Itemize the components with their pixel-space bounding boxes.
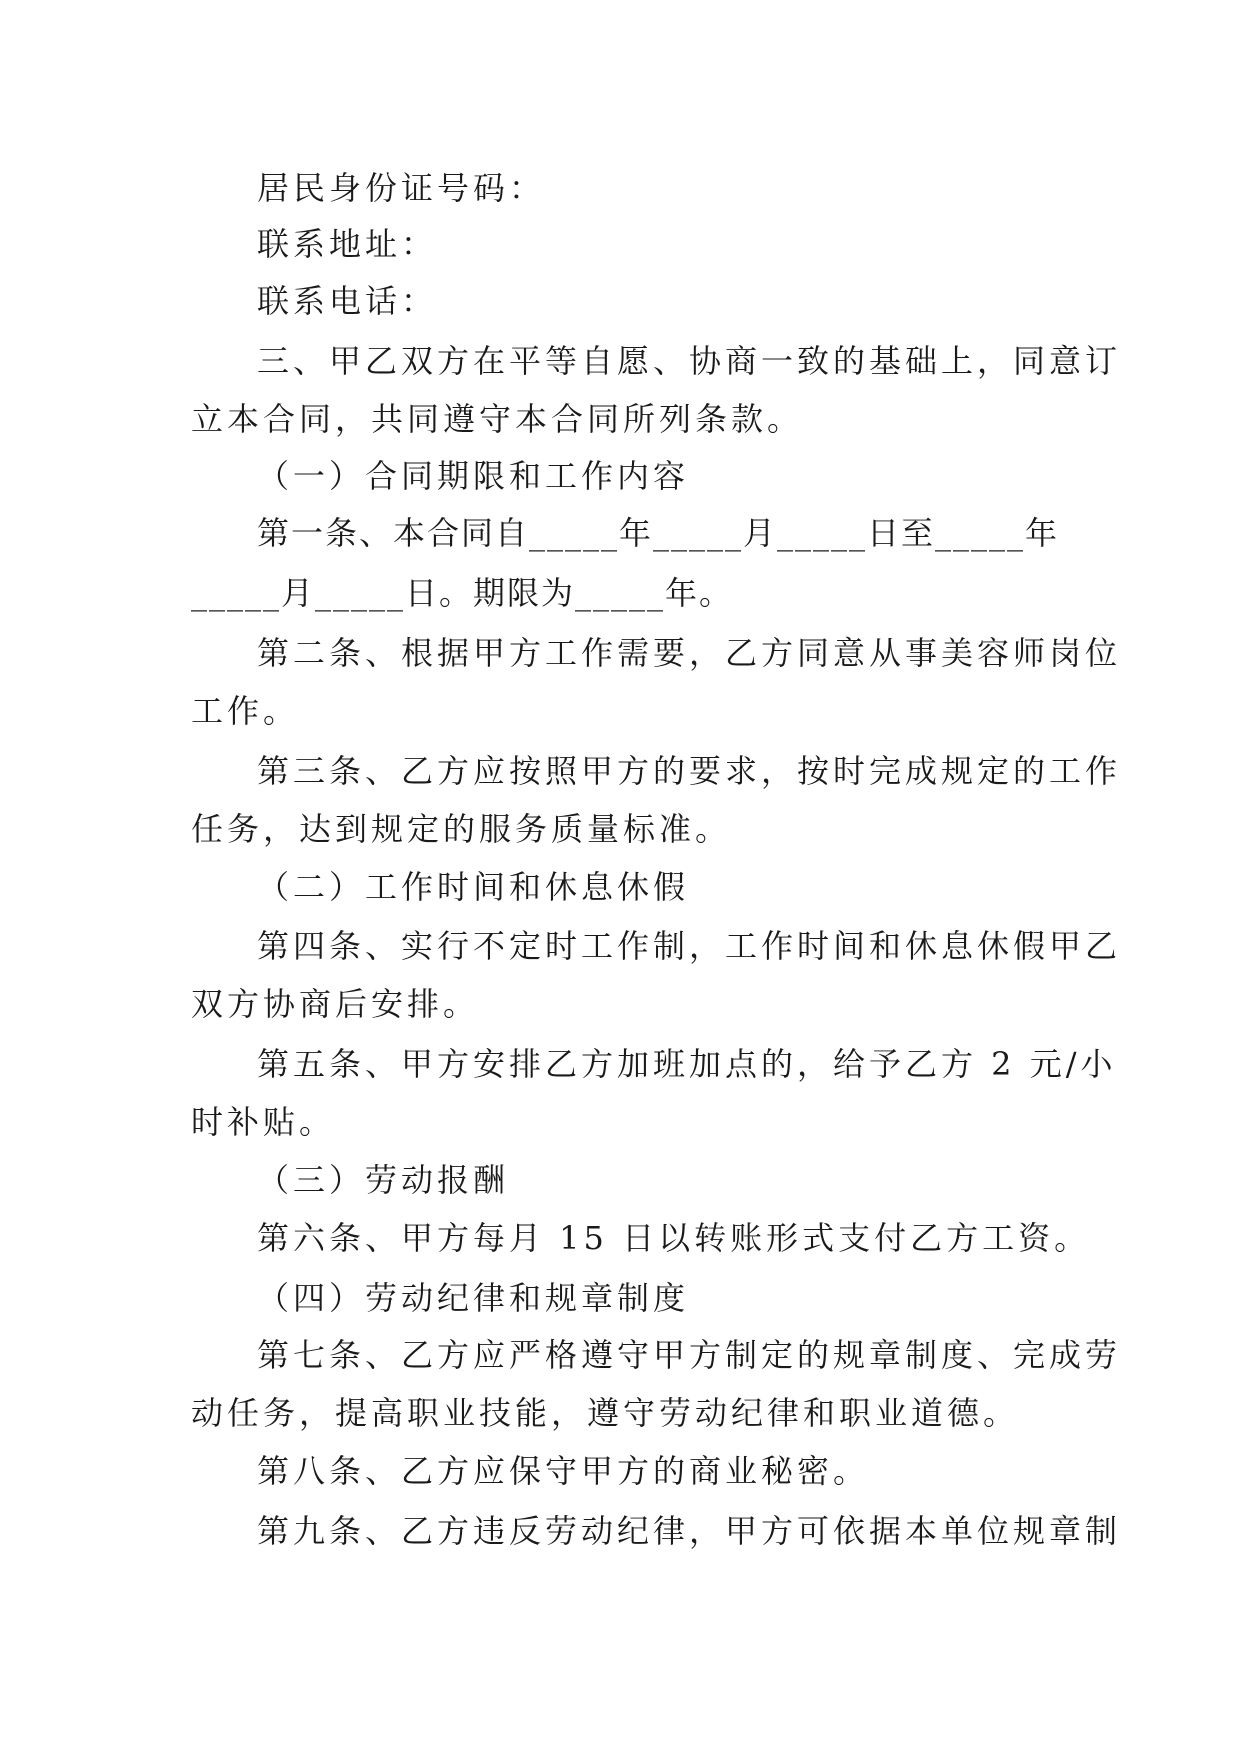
clause-line: 第二条、根据甲方工作需要，乙方同意从事美容师岗位 <box>257 634 1122 672</box>
clause-line: 第八条、乙方应保守甲方的商业秘密。 <box>257 1452 870 1490</box>
clause-line: 动任务，提高职业技能，遵守劳动纪律和职业道德。 <box>191 1394 1020 1432</box>
clause-line: 第四条、实行不定时工作制，工作时间和休息休假甲乙 <box>257 927 1122 965</box>
clause-line: 工作。 <box>191 692 300 730</box>
clause-line: 第七条、乙方应严格遵守甲方制定的规章制度、完成劳 <box>257 1336 1122 1374</box>
id-number-label: 居民身份证号码： <box>257 169 546 207</box>
clause-line: _____月_____日。期限为_____年。 <box>191 574 734 612</box>
paragraph-line: 立本合同，共同遵守本合同所列条款。 <box>191 400 804 438</box>
section-heading: （一）合同期限和工作内容 <box>257 457 690 495</box>
clause-line: 第五条、甲方安排乙方加班加点的，给予乙方 2 元/小 <box>257 1045 1117 1083</box>
clause-line: 任务，达到规定的服务质量标准。 <box>191 810 732 848</box>
section-heading: （二）工作时间和休息休假 <box>257 868 690 906</box>
section-heading: （四）劳动纪律和规章制度 <box>257 1279 690 1317</box>
paragraph-line: 三、甲乙双方在平等自愿、协商一致的基础上，同意订 <box>257 342 1122 380</box>
contact-phone-label: 联系电话： <box>257 282 438 320</box>
clause-line: 第六条、甲方每月 15 日以转账形式支付乙方工资。 <box>257 1219 1091 1257</box>
clause-line: 时补贴。 <box>191 1103 336 1141</box>
clause-line: 第三条、乙方应按照甲方的要求，按时完成规定的工作 <box>257 752 1122 790</box>
clause-line: 第九条、乙方违反劳动纪律，甲方可依据本单位规章制 <box>257 1512 1122 1550</box>
clause-line: 第一条、本合同自_____年_____月_____日至_____年 <box>257 514 1060 552</box>
contact-address-label: 联系地址： <box>257 225 438 263</box>
clause-line: 双方协商后安排。 <box>191 985 480 1023</box>
section-heading: （三）劳动报酬 <box>257 1161 510 1199</box>
